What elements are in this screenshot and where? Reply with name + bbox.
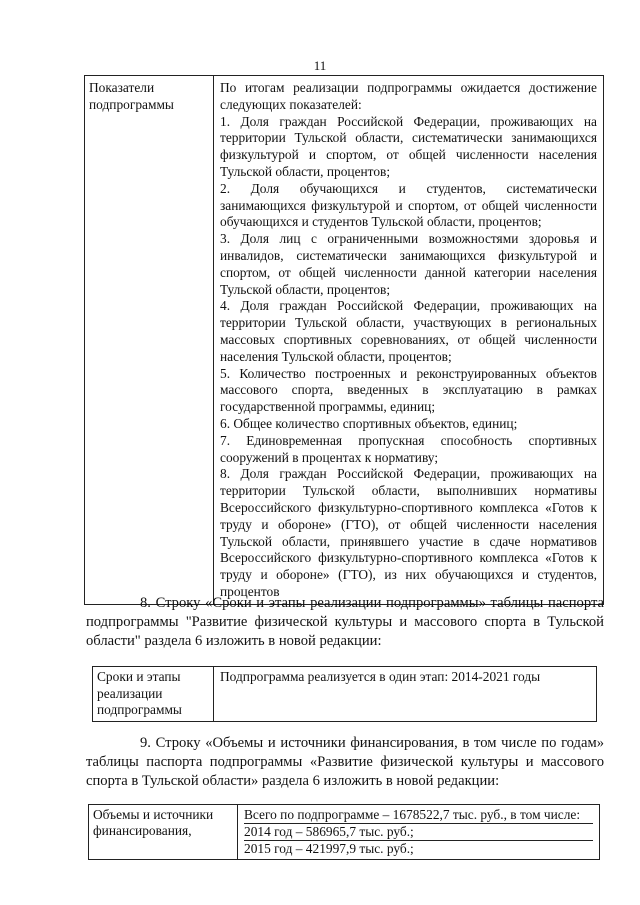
indicator-item: 8. Доля граждан Российской Федерации, проживающих на территории Тульской области, выполнивших нормативы Всероссийского физкультурно-спортивного комплекса «Готов к труду и обороне» (ГТО), от общей численности населения Тульской области, принявшего участие в сдаче нормативов Всероссийского физкультурно-спортивного комплекса «Готов к труду и обороне» (ГТО), из них обучающихся и студентов, процентов	[220, 466, 597, 599]
timeline-table	[92, 666, 597, 722]
page-number: 11	[313, 58, 327, 73]
indicator-item: 5. Количество построенных и реконструированных объектов массового спорта, введенных в эксплуатацию в рамках государственной программы, единиц;	[220, 365, 597, 415]
financing-line: 2014 год – 586965,7 тыс. руб.;	[244, 824, 593, 841]
financing-line: 2015 год – 421997,9 тыс. руб.;	[244, 841, 414, 856]
financing-line: Всего по подпрограмме – 1678522,7 тыс. руб., в том числе:	[244, 807, 593, 824]
timeline-label: Сроки и этапы реализации подпрограммы	[93, 667, 214, 722]
indicator-item: 2. Доля обучающихся и студентов, систематически занимающихся физкультурой и спортом, от общей численности обучающихся и студентов Тульской области, процентов;	[220, 180, 597, 230]
indicator-intro: По итогам реализации подпрограммы ожидается достижение следующих показателей:	[220, 80, 597, 112]
indicators-row	[85, 76, 604, 605]
financing-row	[89, 805, 600, 860]
indicator-item: 1. Доля граждан Российской Федерации, проживающих на территории Тульской области, систематически занимающихся физкультурой и спортом, от общей численности населения Тульской области, процентов;	[220, 113, 597, 179]
indicator-item: 3. Доля лиц с ограниченными возможностями здоровья и инвалидов, систематически занимающихся физкультурой и спортом, от общей численности данной категории населения Тульской области, процентов;	[220, 231, 597, 297]
timeline-value: Подпрограмма реализуется в один этап: 2014-2021 годы	[214, 667, 597, 722]
indicator-item: 4. Доля граждан Российской Федерации, проживающих на территории Тульской области, участвующих в региональных массовых спортивных соревнованиях, от общей численности населения Тульской области, процентов;	[220, 298, 597, 364]
indicators-value	[214, 76, 604, 605]
paragraph-8: 8. Строку «Сроки и этапы реализации подпрограммы» таблицы паспорта подпрограммы "Развитие физической культуры и массового спорта в Тульской области" раздела 6 изложить в новой редакции:	[86, 595, 604, 649]
financing-table	[88, 804, 600, 860]
paragraph-9: 9. Строку «Объемы и источники финансирования, в том числе по годам» таблицы паспорта подпрограммы «Развитие физической культуры и массового спорта в Тульской области» раздела 6 изложить в новой редакции:	[86, 735, 604, 789]
indicator-item: 6. Общее количество спортивных объектов, единиц;	[220, 415, 518, 431]
financing-label: Объемы и источники финансирования,	[89, 805, 238, 860]
indicators-table	[84, 75, 604, 605]
indicators-label: Показатели подпрограммы	[85, 76, 214, 605]
indicator-item: 7. Единовременная пропускная способность спортивных сооружений в процентах к нормативу;	[220, 432, 597, 465]
timeline-row	[93, 667, 597, 722]
financing-value	[238, 805, 600, 860]
